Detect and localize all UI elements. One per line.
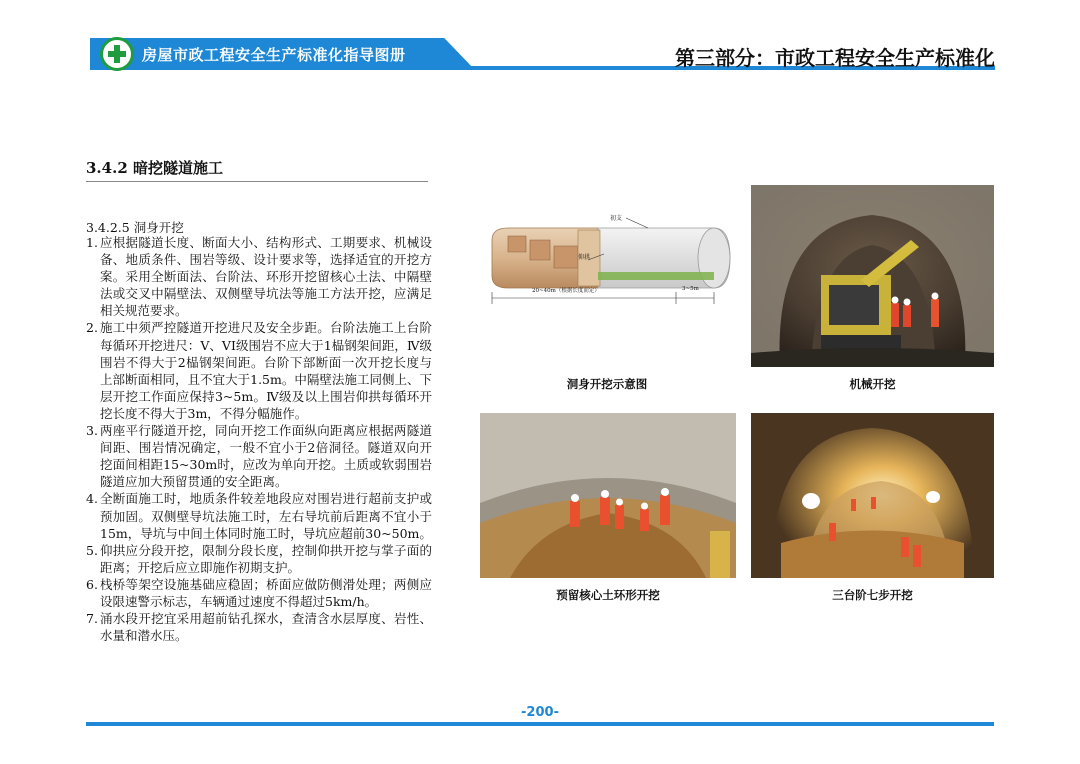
footer-rule (86, 722, 994, 726)
section-divider (86, 181, 428, 182)
list-item: 2. 施工中须严控隧道开挖进尺及安全步距。台阶法施工上台阶每循环开挖进尺：V、VI级围岩不应大于1榀钢架间距，Ⅳ级围岩不得大于2榀钢架间距。台阶下部断面一次开挖长度与上部断面相同，且不宜大于1.5m。中隔壁法施工同侧上、下层开挖工作面应保持3~5m。Ⅳ级及以上围岩仰拱每循环开挖长度不得大于3m，不得分幅施作。 (86, 320, 432, 421)
list-item: 5. 仰拱应分段开挖，限制分段长度，控制仰拱开挖与掌子面的距离；开挖后应立即施作初期支护。 (86, 542, 432, 575)
excavation-diagram (478, 210, 736, 328)
diagram-caption: 洞身开挖示意图 (566, 377, 648, 391)
diagram-dim-right: 3~5m (682, 286, 699, 292)
page-number: -200- (521, 705, 559, 720)
list-item: 4. 全断面施工时，地质条件较差地段应对围岩进行超前支护或预加固。双侧壁导坑法施工时，左右导坑前后距离不宜小于15m，导坑与中间土体同时施工时，导坑应超前30~50m。 (86, 491, 432, 541)
requirement-list (86, 234, 432, 644)
machine-excavation-photo (751, 185, 994, 367)
diagram-label-arch: 仰拱 (578, 254, 591, 261)
list-item: 3. 两座平行隧道开挖，同向开挖工作面纵向距离应根据两隧道间距、围岩情况确定，一般不宜小于2倍洞径。隧道双向开挖面间相距15~30m时，应改为单向开挖。土质或软弱围岩隧道应加大预留贯通的安全距离。 (86, 423, 432, 490)
part-title: 第三部分：市政工程安全生产标准化 (675, 46, 995, 70)
three-bench-excavation-photo (751, 413, 994, 578)
subsection-heading: 3.4.2.5 洞身开挖 (86, 220, 184, 235)
core-soil-excavation-photo (480, 413, 736, 578)
machine-caption: 机械开挖 (849, 377, 896, 391)
three-bench-caption: 三台阶七步开挖 (832, 588, 913, 602)
section-heading: 3.4.2 暗挖隧道施工 (86, 159, 223, 177)
list-item: 7. 涌水段开挖宜采用超前钻孔探水，查清含水层厚度、岩性、水量和潜水压。 (86, 611, 432, 644)
safety-cross-icon (100, 37, 134, 71)
core-soil-caption: 预留核心土环形开挖 (556, 588, 660, 602)
list-item: 6. 栈桥等架空设施基础应稳固；桥面应做防侧滑处理；两侧应设限速警示标志，车辆通过速度不得超过5km/h。 (86, 576, 432, 609)
diagram-label-support: 初支 (610, 215, 623, 222)
list-item: 1. 应根据隧道长度、断面大小、结构形式、工期要求、机械设备、地质条件、围岩等级、设计要求等，选择适宜的开挖方案。采用全断面法、台阶法、环形开挖留核心土法、中隔壁法或交叉中隔壁法、双侧壁导坑法等施工方法开挖，应满足相关规范要求。 (86, 235, 432, 319)
diagram-dim-left: 20~40m（根据长度而定） (532, 288, 600, 294)
handbook-title: 房屋市政工程安全生产标准化指导图册 (142, 46, 406, 64)
